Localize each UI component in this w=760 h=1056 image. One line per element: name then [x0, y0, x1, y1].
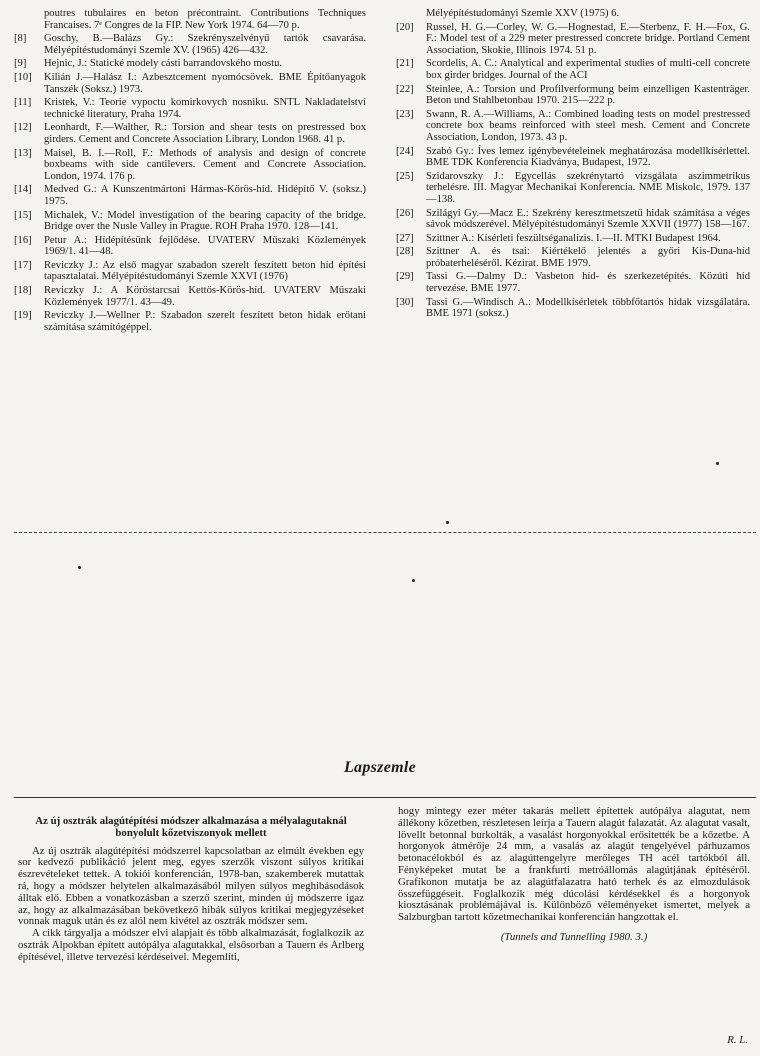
reference-item — [396, 271, 750, 294]
reference-number: [25] — [396, 170, 414, 182]
reference-text: Medved G.: A Kunszentmártoni Hármas-Körös-híd. Hídépítő V. (soksz.) 1975. — [44, 184, 366, 207]
reference-number: [15] — [14, 209, 32, 221]
reference-item — [14, 148, 366, 183]
reference-number: [27] — [396, 232, 414, 244]
reference-text: Szabó Gy.: Íves lemez igénybevételeinek meghatározása modellkísérlettel. BME TDK Konferencia Kiadványa, Budapest, 1972. — [426, 145, 750, 169]
article-right-column — [398, 806, 750, 944]
speck-dot — [716, 462, 719, 465]
reference-number: [26] — [396, 207, 414, 219]
reference-text: Szidarovszky J.: Egycellás szekrénytartó vizsgálata aszimmetrikus terhelésre. III. Magyar Mechanikai Konferencia. NME Miskolc, 1979. 137—138. — [426, 170, 750, 205]
reference-number: [24] — [396, 145, 414, 157]
speck-dot — [446, 521, 449, 524]
reference-text: Michalek, V.: Model investigation of the bearing capacity of the bridge. Bridge over the Nusle Valley in Prague. ROH Praha 1970. 128—141. — [44, 209, 366, 233]
reference-item — [14, 97, 366, 120]
reference-number: [22] — [396, 83, 414, 95]
reference-text: Szilágyi Gy.—Macz E.: Szekrény keresztmetszetű hidak számítása a véges sávok módszerével. Mélyépítéstudományi Szemle XXVII (1977) 158—167. — [426, 207, 750, 231]
reference-item — [396, 208, 750, 231]
references-right-column — [396, 8, 750, 322]
reference-number: [19] — [14, 310, 32, 322]
reference-number: [20] — [396, 21, 414, 33]
reference-number: [28] — [396, 246, 414, 258]
reference-item — [396, 58, 750, 81]
references-left-column — [14, 8, 366, 335]
reference-text: Hejnic, J.: Statické modely cásti barrandovského mostu. — [44, 58, 283, 70]
reference-number: [30] — [396, 296, 414, 308]
section-title: Lapszemle — [343, 759, 417, 776]
article-paragraph: hogy mintegy ezer méter takarás mellett építettek autópálya alagutat, nem állékony kőzetben, részletesen leírja a Tauern alagút falazatát. Az alagutat vasalt, lövellt betonnal burkolták, a vasalást horgonyokkal erősítették be a kőzetbe. A horgonyok átmérője 24 mm, a vasalás az alagút tengelyével párhuzamos betonacélokból és az alagúttengelyre merőleges TH acél tartókból áll. Fényképeket mutat be a frankfurti metróállomás alagútjának építéséről. Grafikonon mutatja be az alagútfalazatra ható terhek és az elmozdulások összefüggéseit. Foglalkozik még dúcolási kérdésekkel és a horgonyok kiosztásának problémájával is. Különböző véleményeket ismertet, melyek a Salzburgban tartott kőzetmechanikai konferencián hangzottak el. — [398, 805, 750, 924]
reference-number: [21] — [396, 58, 414, 70]
reference-number: [14] — [14, 184, 32, 196]
speck-dot — [78, 566, 81, 569]
reference-item — [14, 72, 366, 95]
reference-text: Tassi G.—Windisch A.: Modellkísérletek többfőtartós hidak vizsgálatára. BME 1971 (soksz.) — [426, 296, 750, 320]
reference-item — [14, 235, 366, 258]
reference-text: Kristek, V.: Teorie vypoctu komirkovych nosniku. SNTL Nakladatelství technické literatury, Praha 1974. — [44, 97, 366, 120]
reference-text: Maisel, B. I.—Roll, F.: Methods of analysis and design of concrete boxbeams with side cantilevers. Cement and Concrete Association. London, 1974. 176 p. — [44, 147, 366, 182]
reference-item — [396, 233, 750, 245]
article-paragraph: A cikk tárgyalja a módszer elvi alapjait és több alkalmazását, foglalkozik az osztrák Alpokban épített autópálya alagutakkal, elsősorban a Tauern és Arlberg építésével, illetve tervezési kérdéseivel. Megemlíti, — [18, 927, 364, 963]
reference-text: Tassi G.—Dalmy D.: Vasbeton híd- és szerkezetépítés. Közúti híd tervezése. BME 1977. — [426, 271, 750, 295]
article-left-column — [18, 816, 364, 964]
reference-item — [396, 8, 750, 20]
reference-item — [396, 146, 750, 169]
reference-item — [14, 260, 366, 283]
article-title: Az új osztrák alagútépítési módszer alkalmazása a mélyalagutaknál bonyolult kőzetviszonyok mellett — [35, 815, 347, 839]
reference-item — [14, 8, 366, 31]
reference-item — [396, 246, 750, 269]
reference-number: [9] — [14, 58, 27, 70]
reference-number: [10] — [14, 71, 32, 83]
reference-number: [29] — [396, 271, 414, 283]
reference-text: Leonhardt, F.—Walther, R.: Torsion and shear tests on prestressed box girders. Cement and Concrete Association Library, London 1968. 41 p. — [44, 122, 366, 145]
reference-item — [396, 109, 750, 144]
reference-text: poutres tubulaires en beton précontraint. Contributions Techniques Francaises. 7ᵉ Congres de la FIP. New York 1974. 64—70 p. — [44, 8, 366, 31]
reference-number: [16] — [14, 234, 32, 246]
reference-text: Goschy, B.—Balázs Gy.: Szekrényszelvényű tartók csavarása. Mélyépítéstudományi Szemle XV. (1965) 426—432. — [44, 33, 366, 56]
reference-text: Reviczky J.—Wellner P.: Szabadon szerelt feszített beton hidak erőtani számítása számítógéppel. — [44, 310, 366, 333]
reference-text: Kilián J.—Halász I.: Azbesztcement nyomócsövek. BME Építőanyagok Tanszék (Soksz.) 1973. — [44, 71, 366, 95]
reference-item — [396, 171, 750, 206]
reference-item — [14, 285, 366, 308]
reference-text: Steinlee, A.: Torsion und Profilverformung beim einzelligen Kastenträger. Beton und Stahlbetonbau 1970. 215—222 p. — [426, 83, 750, 107]
reference-item — [396, 84, 750, 107]
section-separator — [14, 532, 756, 533]
section-rule — [14, 797, 756, 798]
reference-number: [11] — [14, 97, 32, 109]
reference-number: [18] — [14, 285, 32, 297]
reference-item — [14, 122, 366, 145]
reference-item — [14, 184, 366, 207]
speck-dot — [412, 579, 415, 582]
reference-text: Russel, H. G.—Corley, W. G.—Hognestad, E.—Sterbenz, F. H.—Fox, G. F.: Model test of a 229 meter prestressed concrete bridge. Portland Cement Association, Skokie, Illinois 1974. 51 p. — [426, 21, 750, 56]
reference-item — [14, 310, 366, 333]
reference-number: [17] — [14, 259, 32, 271]
reference-item — [14, 33, 366, 56]
reference-number: [8] — [14, 33, 27, 45]
reference-number: [23] — [396, 108, 414, 120]
reference-text: Swann, R. A.—Williams, A.: Combined loading tests on model prestressed concrete box beams reinforced with steel mesh. Cement and Concrete Association, London, 1973. 43 p. — [426, 108, 750, 143]
article-signature: R. L. — [727, 1034, 748, 1046]
article-paragraph: Az új osztrák alagútépítési módszerrel kapcsolatban az elmúlt években egy sor kedvező publikáció jelent meg, egyes szerzők viszont súlyos kritikai észrevételeket tettek. A tokiói konferencián, 1978-ban, szakemberek mutattak rá, hogy a módszer helytelen alkalmazásából milyen súlyos meghibásodások álltak elő. Ebben a vonatkozásban a szerző szerint, minden új módszerre igaz az, hogy az alkalmazásában bekövetkező hibák súlyos kritikai megjegyzéseket vonnak maguk után és ez alól nem kivétel az osztrák módszer sem. — [18, 844, 364, 928]
reference-text: Reviczky J.: Az első magyar szabadon szerelt feszített beton híd építési tapasztalatai. Mélyépítéstudományi Szemle XXVI (1976) — [44, 259, 366, 283]
reference-text: Reviczky J.: A Köröstarcsai Kettős-Körös-híd. UVATERV Műszaki Közlemények 1977/1. 43—49. — [44, 285, 366, 308]
reference-text: Petur A.: Hídépítésünk fejlődése. UVATERV Műszaki Közlemények 1969/1. 41—48. — [44, 234, 366, 258]
reference-text: Mélyépítéstudományi Szemle XXV (1975) 6. — [426, 8, 620, 19]
reference-text: Szittner A. és tsai: Kiértékelő jelentés a győri Kis-Duna-híd próbaterheléséről. Kézirat. BME 1979. — [426, 246, 750, 269]
article-source: (Tunnels and Tunnelling 1980. 3.) — [500, 930, 648, 943]
reference-item — [396, 297, 750, 320]
reference-text: Scordelis, A. C.: Analytical and experimental studies of multi-cell concrete box girder bridges. Journal of the ACI — [426, 58, 750, 81]
reference-item — [396, 22, 750, 57]
reference-number: [13] — [14, 147, 32, 159]
reference-text: Szittner A.: Kísérleti feszültséganalízis. I.—II. MTKI Budapest 1964. — [426, 232, 721, 244]
reference-item — [14, 58, 366, 70]
reference-number: [12] — [14, 122, 32, 134]
reference-item — [14, 210, 366, 233]
